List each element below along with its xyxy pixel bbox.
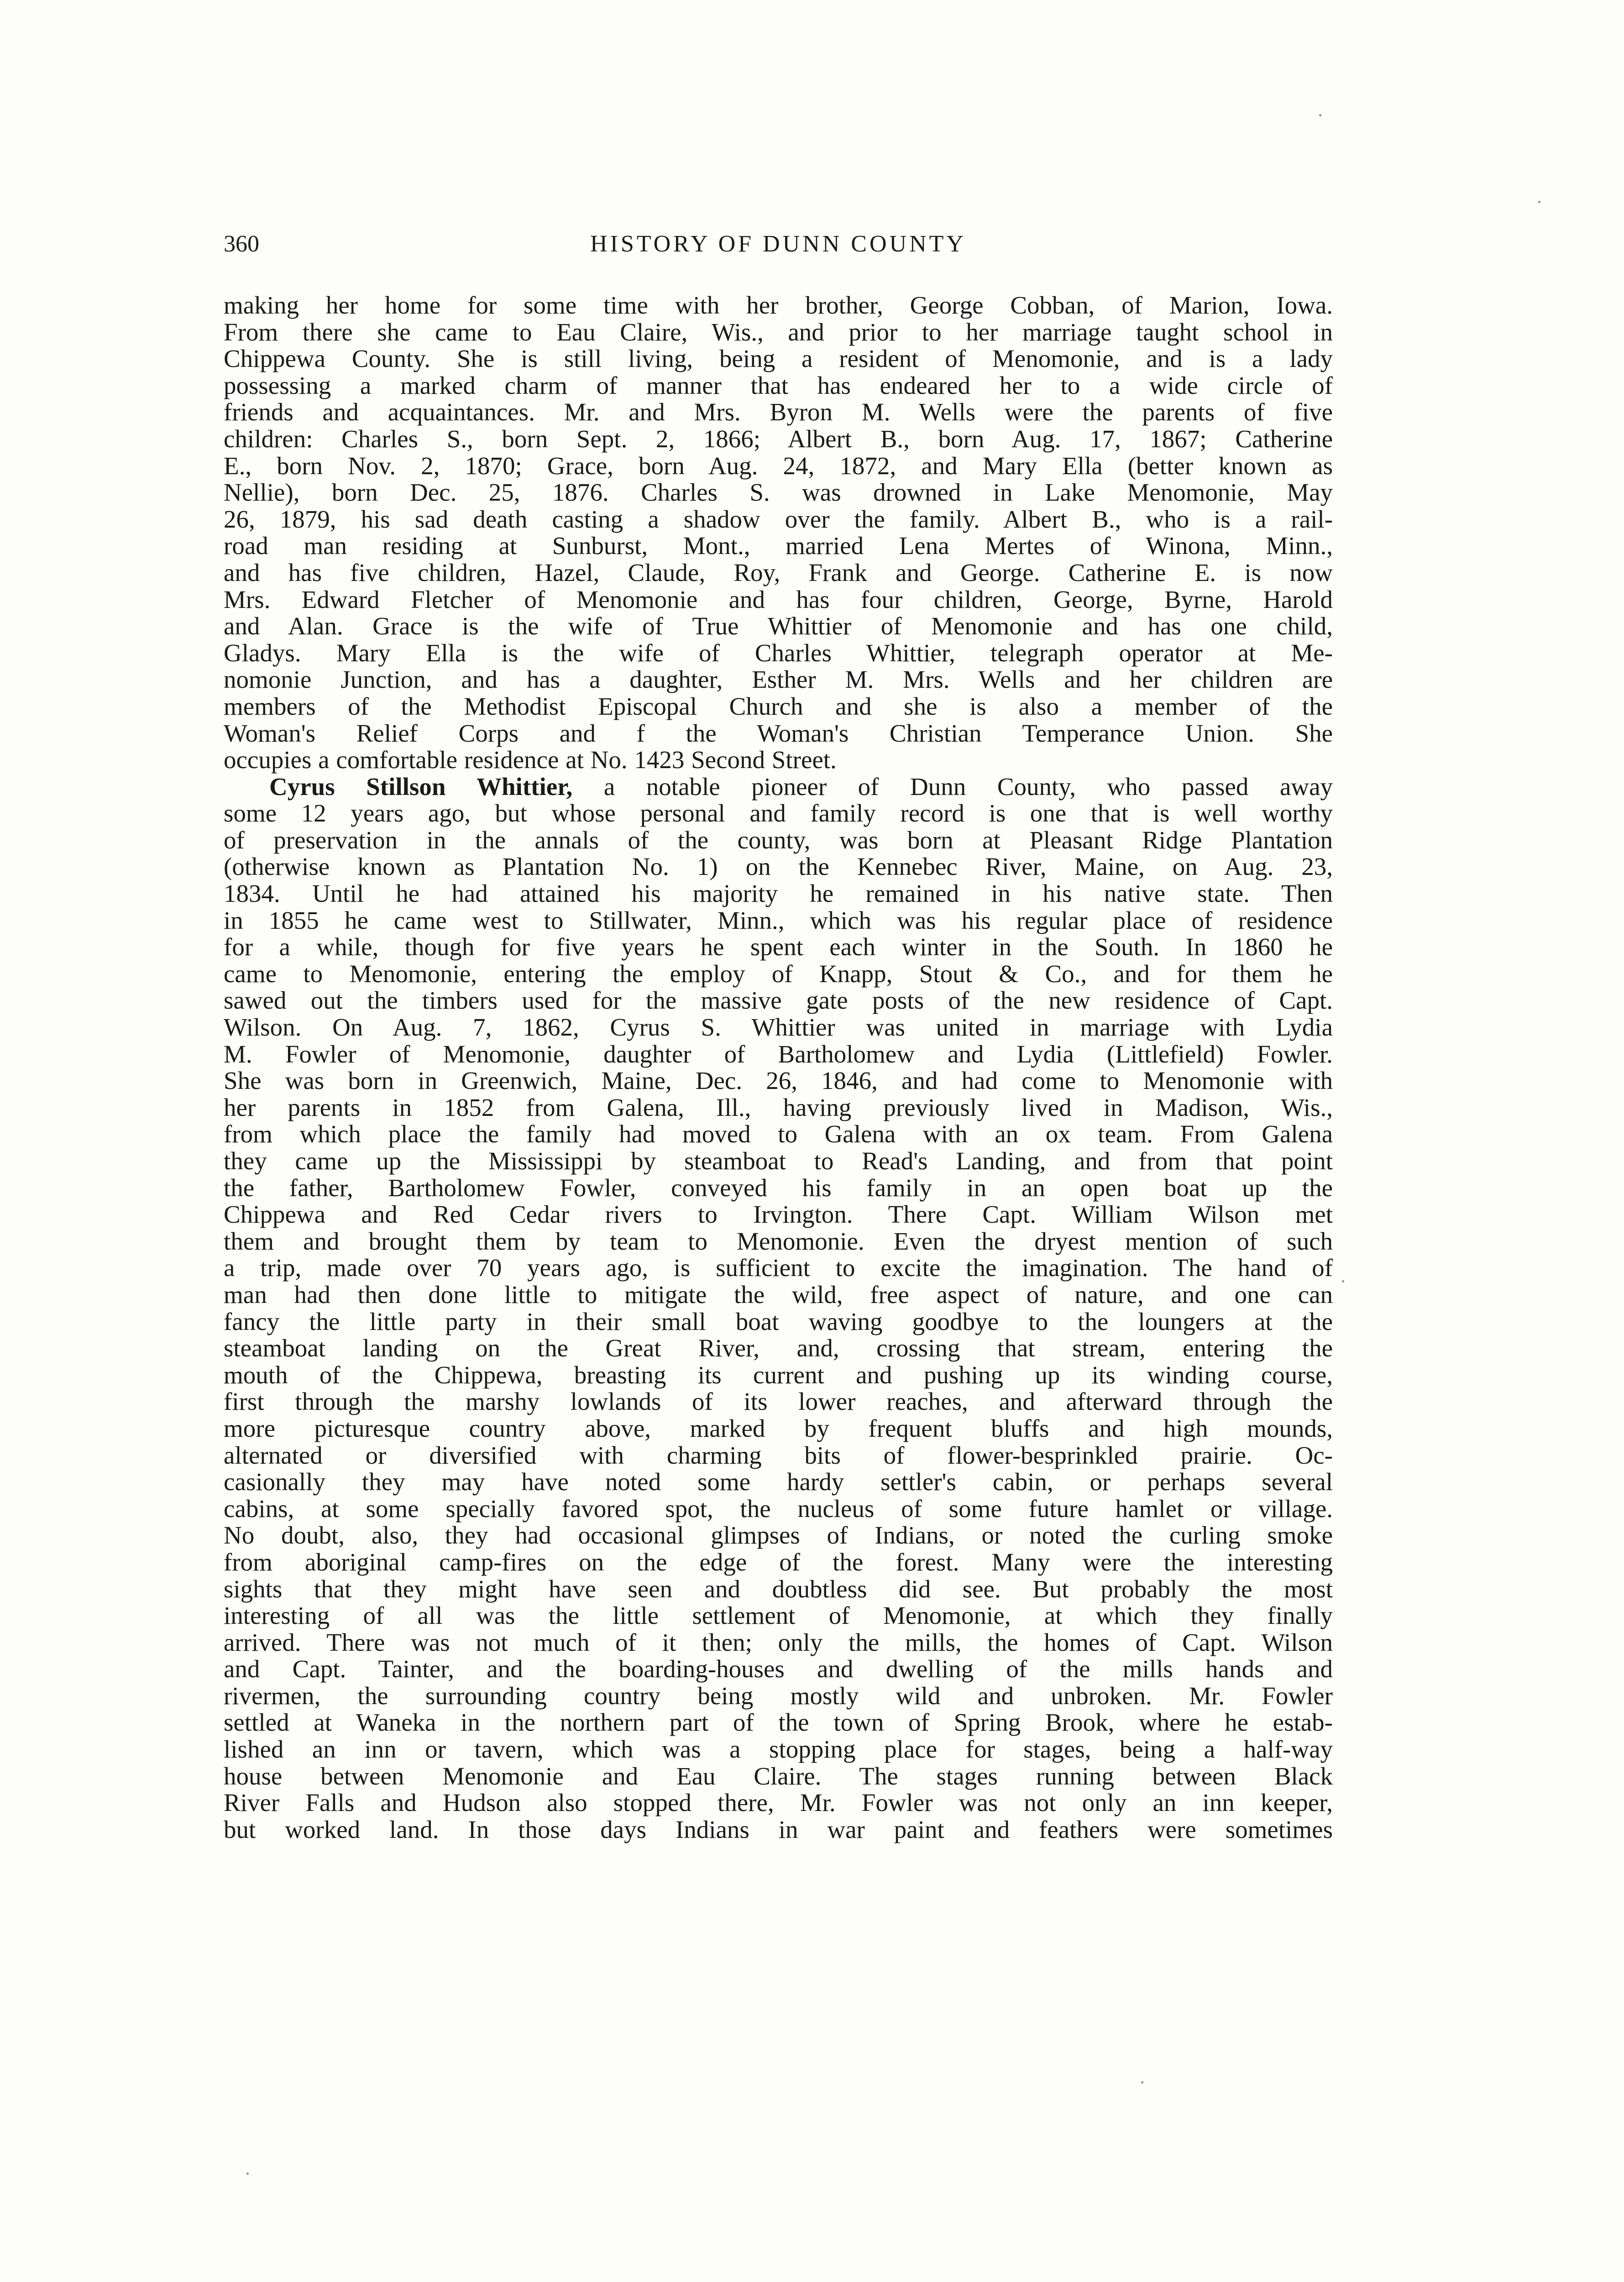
text-line: and Capt. Tainter, and the boarding-houses and dwelling of the mills hands and — [224, 1655, 1333, 1683]
text-line: them and brought them by team to Menomonie. Even the dryest mention of such — [224, 1227, 1333, 1255]
text-line: from which place the family had moved to Galena with an ox team. From Galena — [224, 1120, 1333, 1148]
scan-speck — [1342, 1280, 1344, 1282]
text-line: some 12 years ago, but whose personal and family record is one that is well worthy — [224, 799, 1333, 827]
text-line: (otherwise known as Plantation No. 1) on the Kennebec River, Maine, on Aug. 23, — [224, 853, 1333, 881]
text-line: occupies a comfortable residence at No. 1423 Second Street. — [224, 746, 837, 774]
text-line: Chippewa County. She is still living, being a resident of Menomonie, and is a lady — [224, 345, 1333, 373]
paragraph-cyrus-whittier — [224, 774, 1333, 1843]
text-line: and Alan. Grace is the wife of True Whittier of Menomonie and has one child, — [224, 612, 1333, 640]
text-line: M. Fowler of Menomonie, daughter of Bartholomew and Lydia (Littlefield) Fowler. — [224, 1040, 1333, 1068]
page-header — [224, 228, 1333, 260]
text-line: 26, 1879, his sad death casting a shadow over the family. Albert B., who is a rail- — [224, 505, 1333, 533]
text-line: for a while, though for five years he spent each winter in the South. In 1860 he — [224, 933, 1333, 961]
text-line: She was born in Greenwich, Maine, Dec. 26, 1846, and had come to Menomonie with — [224, 1067, 1333, 1095]
text-line: her parents in 1852 from Galena, Ill., having previously lived in Madison, Wis., — [224, 1093, 1333, 1121]
text-line: they came up the Mississippi by steamboat to Read's Landing, and from that point — [224, 1147, 1333, 1175]
text-line: rivermen, the surrounding country being mostly wild and unbroken. Mr. Fowler — [224, 1681, 1333, 1710]
scan-speck — [1538, 201, 1540, 203]
scan-speck — [246, 2172, 249, 2175]
text-line: first through the marshy lowlands of its lower reaches, and afterward through the — [224, 1387, 1333, 1416]
text-line: house between Menomonie and Eau Claire. The stages running between Black — [224, 1762, 1333, 1790]
body-text — [224, 292, 1333, 1843]
text-line: possessing a marked charm of manner that has endeared her to a wide circle of — [224, 371, 1333, 399]
text-line: No doubt, also, they had occasional glimpses of Indians, or noted the curling smoke — [224, 1521, 1333, 1549]
text-line: road man residing at Sunburst, Mont., married Lena Mertes of Winona, Minn., — [224, 532, 1333, 560]
text-line: sawed out the timbers used for the massive gate posts of the new residence of Capt. — [224, 986, 1333, 1015]
text-line: of preservation in the annals of the county, was born at Pleasant Ridge Plantation — [224, 826, 1333, 854]
text-line: and has five children, Hazel, Claude, Roy, Frank and George. Catherine E. is now — [224, 558, 1333, 586]
text-line: interesting of all was the little settlement of Menomonie, at which they finally — [224, 1602, 1333, 1630]
text-line: man had then done little to mitigate the wild, free aspect of nature, and one can — [224, 1280, 1333, 1308]
text-line: came to Menomonie, entering the employ of Knapp, Stout & Co., and for them he — [224, 959, 1333, 988]
scan-speck — [1141, 2081, 1143, 2083]
text-line: making her home for some time with her brother, George Cobban, of Marion, Iowa. — [224, 291, 1333, 319]
text-line: mouth of the Chippewa, breasting its current and pushing up its winding course, — [224, 1361, 1333, 1389]
text-line: but worked land. In those days Indians in war paint and feathers were sometimes — [224, 1815, 1333, 1843]
text-fragment: a notable pioneer of Dunn County, who passed away — [572, 772, 1333, 801]
text-line: nomonie Junction, and has a daughter, Esther M. Mrs. Wells and her children are — [224, 665, 1333, 694]
text-line: members of the Methodist Episcopal Church and she is also a member of the — [224, 692, 1333, 720]
text-line: From there she came to Eau Claire, Wis., and prior to her marriage taught school in — [224, 318, 1333, 346]
text-line: Wilson. On Aug. 7, 1862, Cyrus S. Whittier was united in marriage with Lydia — [224, 1013, 1333, 1042]
text-line: a trip, made over 70 years ago, is sufficient to excite the imagination. The hand of — [224, 1254, 1333, 1282]
page-number: 360 — [224, 231, 259, 257]
text-line: River Falls and Hudson also stopped there, Mr. Fowler was not only an inn keeper, — [224, 1789, 1333, 1817]
text-line: sights that they might have seen and doubtless did see. But probably the most — [224, 1575, 1333, 1603]
text-line: friends and acquaintances. Mr. and Mrs. Byron M. Wells were the parents of five — [224, 398, 1333, 426]
text-line: fancy the little party in their small boat waving goodbye to the loungers at the — [224, 1307, 1333, 1335]
text-line: Gladys. Mary Ella is the wife of Charles Whittier, telegraph operator at Me- — [224, 639, 1333, 667]
text-line: alternated or diversified with charming bits of flower-besprinkled prairie. Oc- — [224, 1441, 1333, 1469]
scan-speck — [1319, 114, 1321, 116]
text-line: arrived. There was not much of it then; only the mills, the homes of Capt. Wilson — [224, 1628, 1333, 1656]
biography-subject-name: Cyrus Stillson Whittier, — [269, 772, 573, 801]
text-line: from aboriginal camp-fires on the edge of the forest. Many were the interesting — [224, 1548, 1333, 1576]
running-head: HISTORY OF DUNN COUNTY — [590, 231, 966, 257]
text-line: Chippewa and Red Cedar rivers to Irvington. There Capt. William Wilson met — [224, 1200, 1333, 1229]
text-line: lished an inn or tavern, which was a stopping place for stages, being a half-way — [224, 1735, 1333, 1764]
text-line: steamboat landing on the Great River, and, crossing that stream, entering the — [224, 1334, 1333, 1362]
text-line: Nellie), born Dec. 25, 1876. Charles S. was drowned in Lake Menomonie, May — [224, 478, 1333, 507]
text-line — [224, 774, 1333, 801]
text-line: 1834. Until he had attained his majority he remained in his native state. Then — [224, 879, 1333, 908]
text-line: Mrs. Edward Fletcher of Menomonie and has four children, George, Byrne, Harold — [224, 585, 1333, 613]
text-line: more picturesque country above, marked by frequent bluffs and high mounds, — [224, 1414, 1333, 1442]
text-line: in 1855 he came west to Stillwater, Minn., which was his regular place of residence — [224, 906, 1333, 934]
text-line: casionally they may have noted some hardy settler's cabin, or perhaps several — [224, 1468, 1333, 1496]
text-line: E., born Nov. 2, 1870; Grace, born Aug. 24, 1872, and Mary Ella (better known as — [224, 451, 1333, 480]
text-line: Woman's Relief Corps and f the Woman's Christian Temperance Union. She — [224, 719, 1333, 747]
text-line: the father, Bartholomew Fowler, conveyed his family in an open boat up the — [224, 1173, 1333, 1202]
text-line: children: Charles S., born Sept. 2, 1866; Albert B., born Aug. 17, 1867; Catherine — [224, 424, 1333, 453]
text-line: cabins, at some specially favored spot, the nucleus of some future hamlet or village. — [224, 1494, 1333, 1523]
text-line: settled at Waneka in the northern part of the town of Spring Brook, where he estab- — [224, 1708, 1333, 1737]
paragraph-wells-family — [224, 292, 1333, 774]
